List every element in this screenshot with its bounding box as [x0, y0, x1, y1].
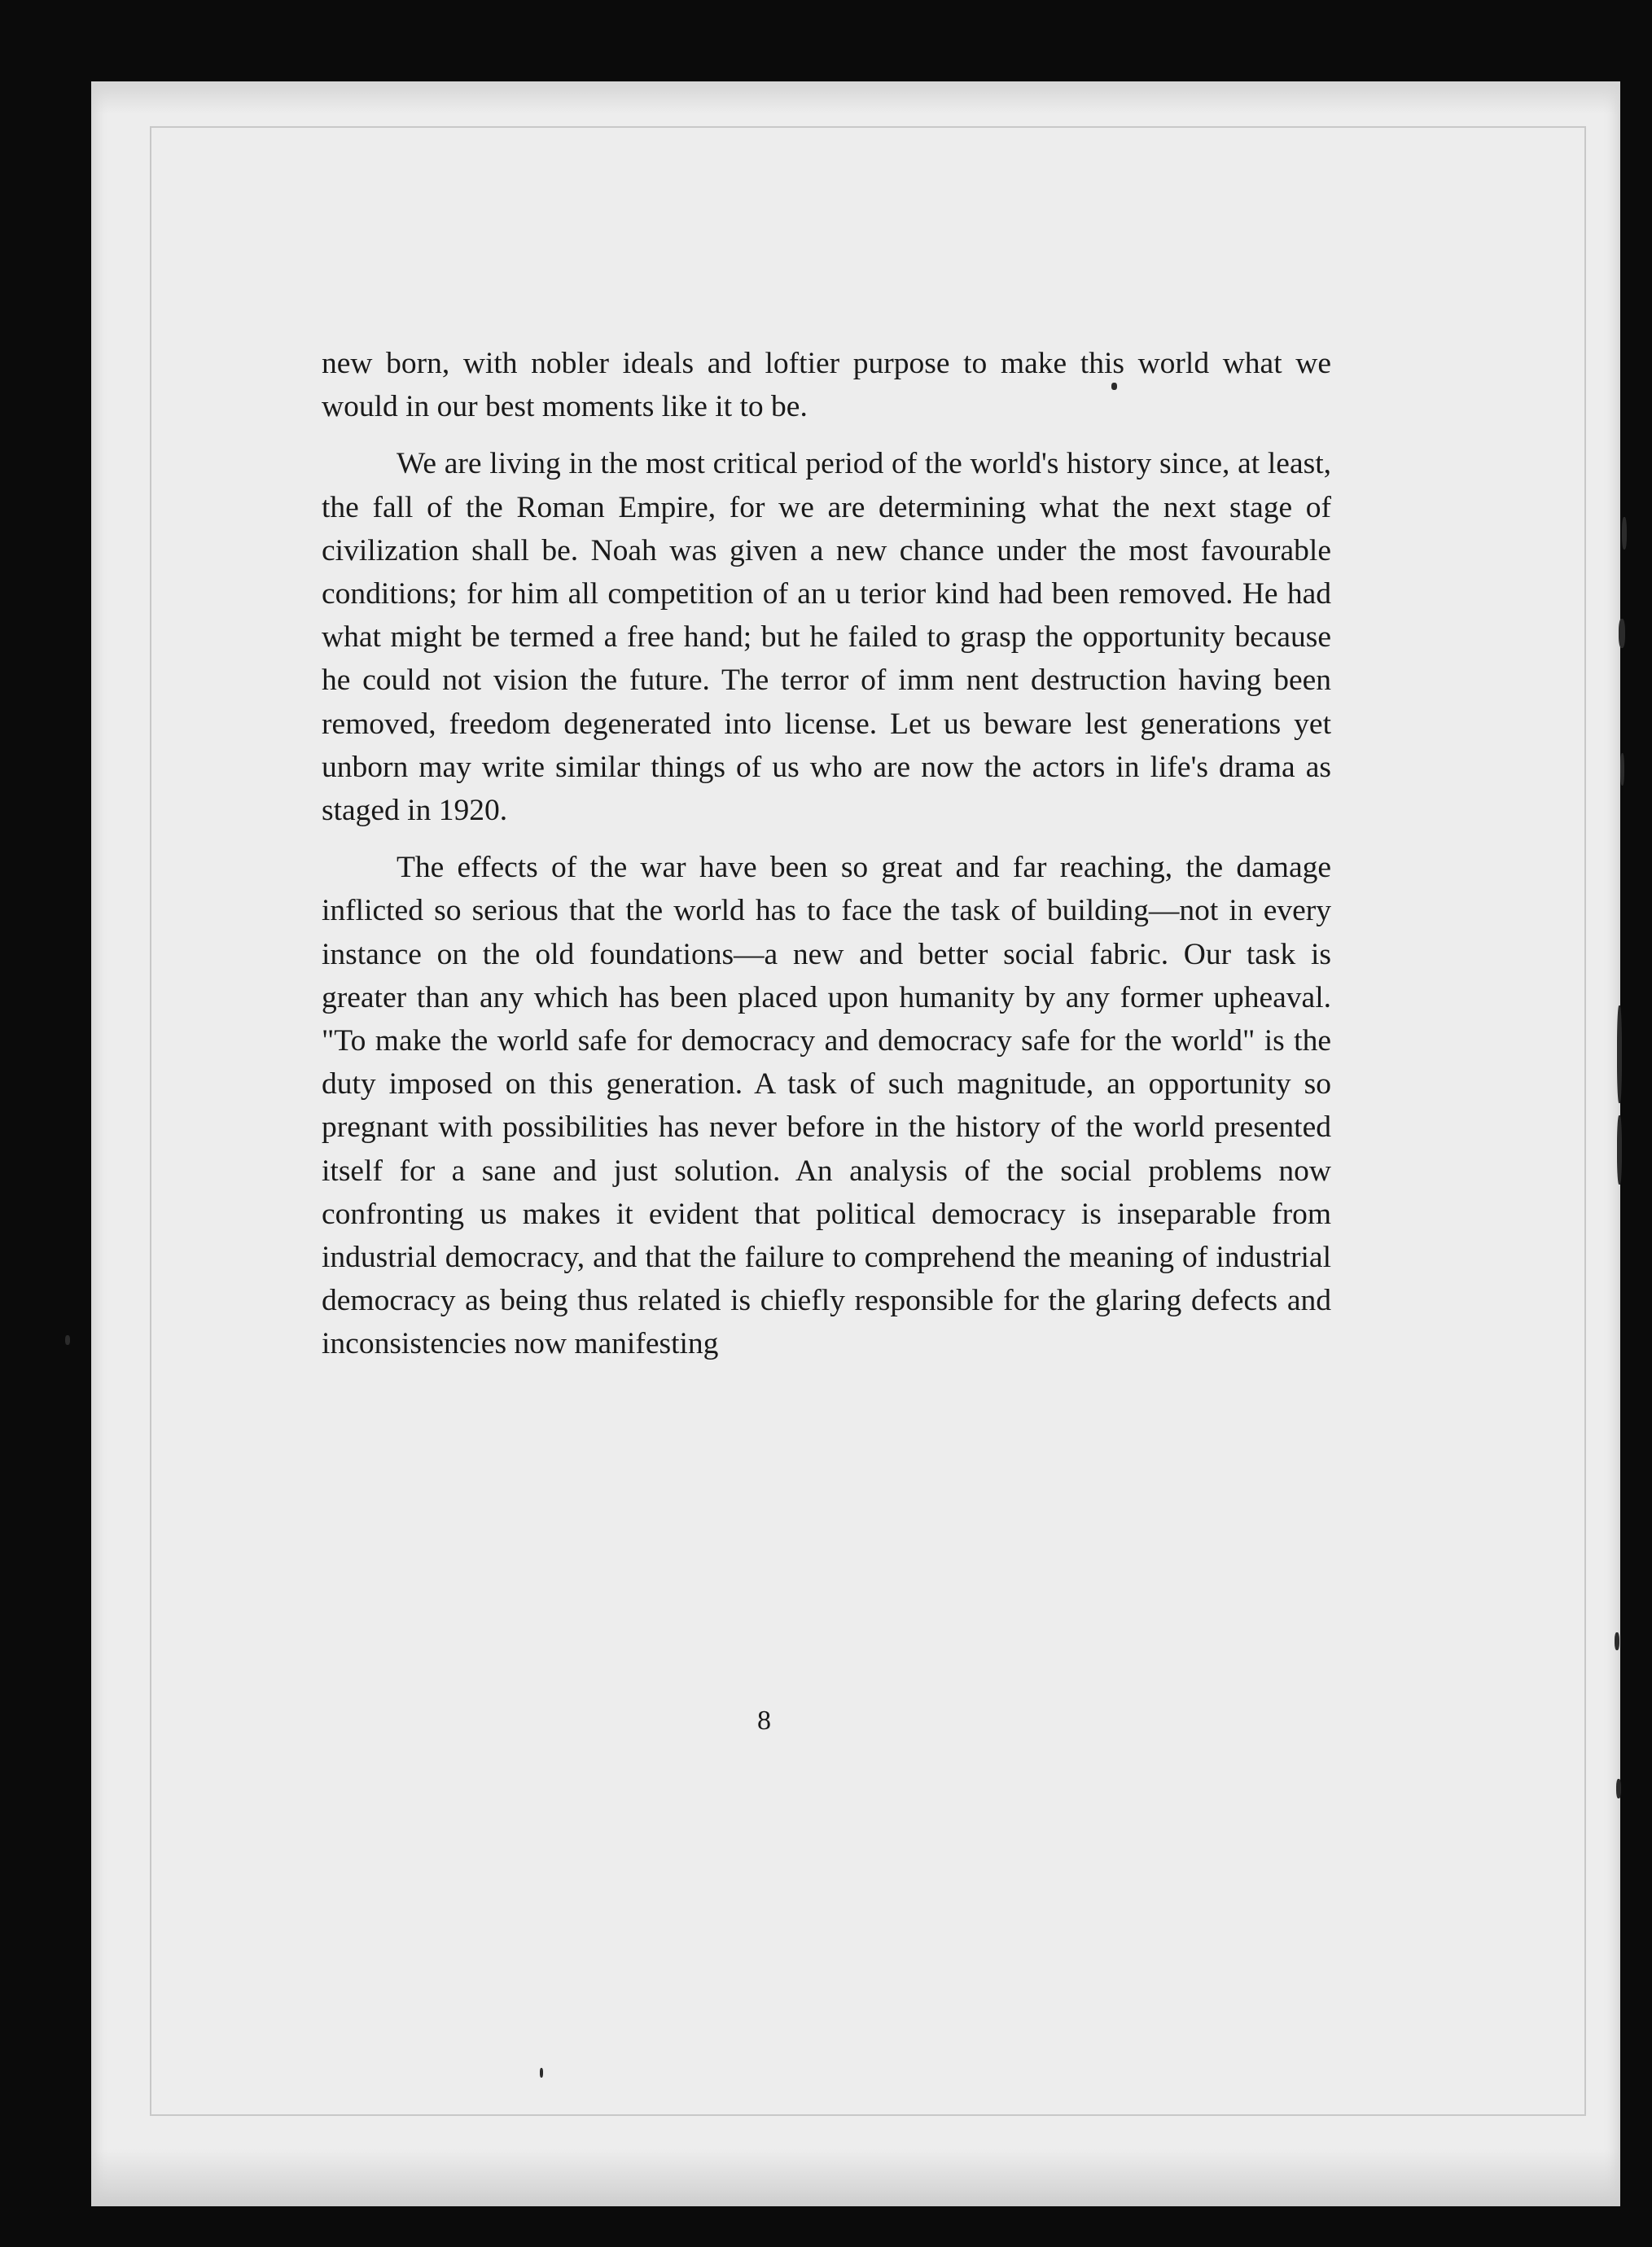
page-top-shadow	[91, 81, 1620, 114]
page-number: 8	[757, 1706, 771, 1736]
paragraph-1: new born, with nobler ideals and loftier purpose to make this world what we would in our best moments like it to be.	[322, 347, 1331, 424]
scan-speck	[1616, 1779, 1621, 1798]
scan-speck	[540, 2068, 543, 2078]
scan-speck	[1620, 753, 1624, 786]
scan-speck	[1617, 1115, 1622, 1185]
scan-speck	[1615, 1632, 1619, 1650]
scan-speck	[1622, 517, 1627, 550]
paragraph-2: We are living in the most critical period of the world's history since, at least, the fall of the Roman Empire, for we are determining what the next stage of civilization shall be. Noah was given a new chance under the most favourable conditions; for him all competition of an u terior kind had been removed. He had what might be termed a free hand; but he failed to grasp the opportunity because he could not vision the future. The terror of imm nent destruction having been removed, freedom degenerated into license. Let us beware lest generations yet unborn may write similar things of us who are now the actors in life's drama as staged in 1920.	[322, 447, 1331, 828]
page-bottom-shadow	[91, 2149, 1620, 2206]
scan-speck	[1111, 383, 1117, 390]
scan-speck	[65, 1335, 70, 1345]
scan-speck	[1619, 619, 1625, 648]
body-text	[322, 342, 1331, 1366]
scan-speck	[1617, 1005, 1622, 1103]
paragraph-3: The effects of the war have been so great and far reaching, the damage inflicted so serious that the world has to face the task of building—not in every instance on the old foundations—a new and better social fabric. Our task is greater than any which has been placed upon humanity by any former upheaval. "To make the world safe for democracy and democracy safe for the world" is the duty imposed on this generation. A task of such magnitude, an opportunity so pregnant with possibilities has never before in the history of the world presented itself for a sane and just solution. An analysis of the social problems now confronting us makes it evident that political democracy is inseparable from industrial democracy, and that the failure to comprehend the meaning of industrial democracy as being thus related is chiefly responsible for the glaring defects and inconsistencies now manifesting	[322, 851, 1331, 1361]
